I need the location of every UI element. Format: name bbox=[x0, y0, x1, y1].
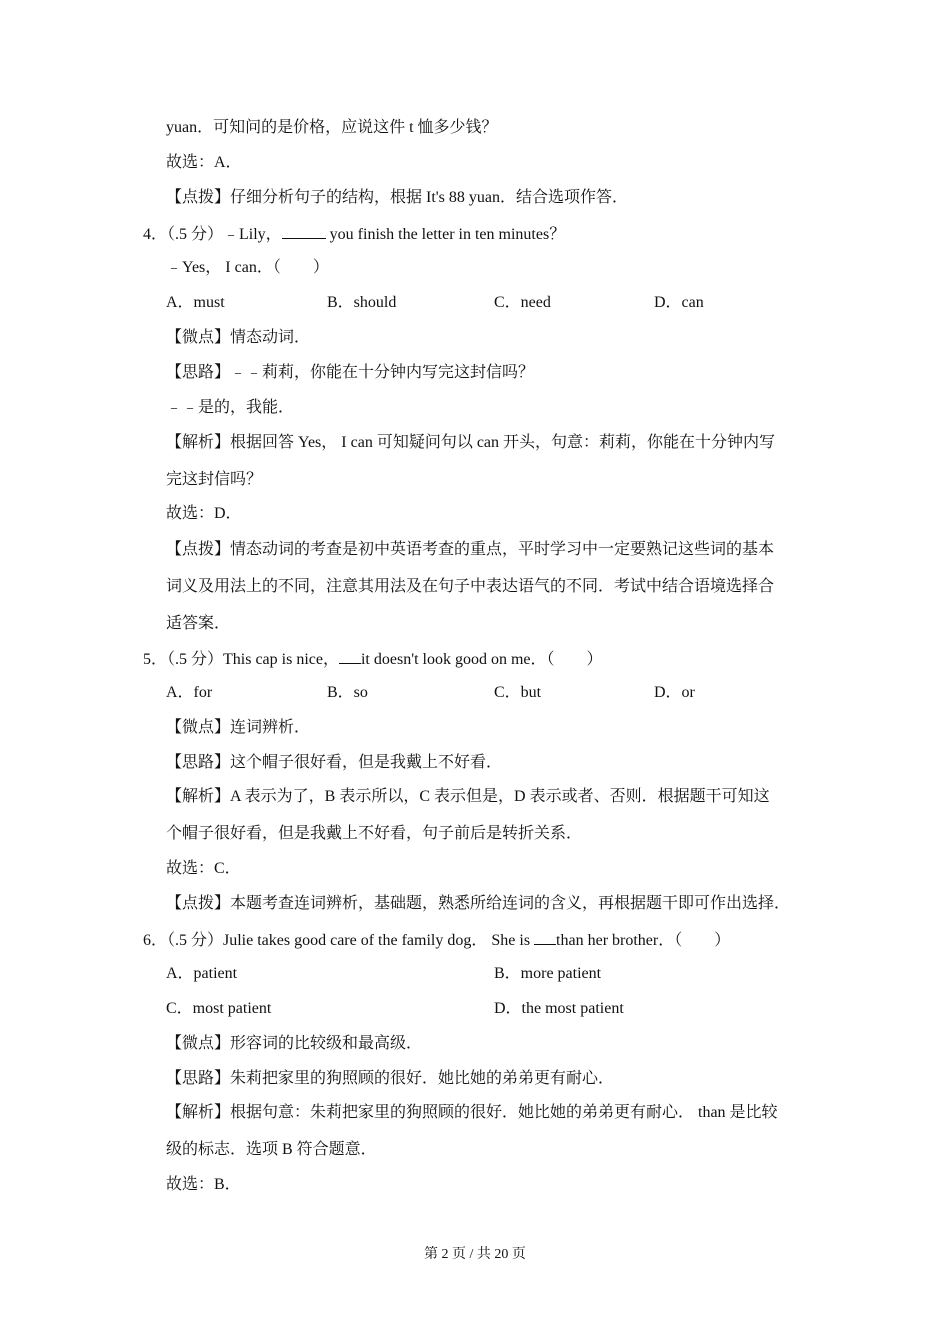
question-5 bbox=[143, 647, 603, 671]
idea-line: 【思路】朱莉把家里的狗照顾的很好．她比她的弟弟更有耐心． bbox=[166, 1070, 615, 1087]
analysis-line: 【解析】A 表示为了，B 表示所以，C 表示但是，D 表示或者、否则．根据题干可知这 bbox=[166, 788, 770, 805]
tip-line: 词义及用法上的不同，注意其用法及在句子中表达语气的不同．考试中结合语境选择合 bbox=[166, 578, 775, 595]
question-4-stem-end: you finish the letter in ten minutes？ bbox=[325, 226, 566, 243]
option-c: C．but bbox=[494, 684, 542, 701]
question-6 bbox=[143, 928, 730, 952]
question-5-stem-start: 5．（.5 分）This cap is nice， bbox=[143, 651, 339, 668]
analysis-line: 个帽子很好看，但是我戴上不好看，句子前后是转折关系． bbox=[166, 825, 583, 842]
idea-line: 【思路】﹣﹣莉莉，你能在十分钟内写完这封信吗？ bbox=[166, 364, 535, 381]
answer-line: 故选：C． bbox=[166, 860, 241, 877]
tip-line: 【点拨】本题考查连词辨析，基础题，熟悉所给连词的含义，再根据题干即可作出选择． bbox=[166, 895, 791, 912]
tip-line: 【点拨】仔细分析句子的结构，根据 It's 88 yuan．结合选项作答． bbox=[166, 189, 628, 206]
question-5-stem-end: it doesn't look good on me．（ ） bbox=[360, 651, 603, 668]
question-4 bbox=[143, 222, 565, 246]
analysis-line: 【解析】根据回答 Yes， I can 可知疑问句以 can 开头，句意：莉莉，你能在十分钟内写 bbox=[166, 434, 776, 451]
option-b: B．should bbox=[327, 294, 397, 311]
question-4-stem-start: 4．（.5 分）﹣Lily， bbox=[143, 226, 282, 243]
answer-line: 故选：B． bbox=[166, 1176, 241, 1193]
option-d: D．can bbox=[654, 294, 704, 311]
tip-line: 【点拨】情态动词的考查是初中英语考查的重点，平时学习中一定要熟记这些词的基本 bbox=[166, 541, 775, 558]
answer-blank bbox=[339, 647, 361, 664]
answer-blank bbox=[282, 222, 326, 239]
option-a: A．must bbox=[166, 294, 225, 311]
tip-line: 适答案． bbox=[166, 615, 231, 632]
point-line: 【微点】连词辨析． bbox=[166, 719, 311, 736]
point-line: 【微点】情态动词． bbox=[166, 329, 311, 346]
point-line: 【微点】形容词的比较级和最高级． bbox=[166, 1035, 423, 1052]
option-d: D．or bbox=[654, 684, 695, 701]
answer-blank bbox=[534, 928, 556, 945]
option-b: B．more patient bbox=[494, 965, 602, 982]
option-c: C．most patient bbox=[166, 1000, 272, 1017]
question-6-stem-start: 6．（.5 分）Julie takes good care of the family dog． She is bbox=[143, 932, 535, 949]
option-a: A．patient bbox=[166, 965, 238, 982]
answer-line: 故选：D． bbox=[166, 505, 242, 522]
idea-line: 【思路】这个帽子很好看，但是我戴上不好看． bbox=[166, 754, 503, 771]
option-a: A．for bbox=[166, 684, 213, 701]
page-number-footer: 第 2 页 / 共 20 页 bbox=[424, 1247, 526, 1262]
analysis-line: 【解析】根据句意：朱莉把家里的狗照顾的很好．她比她的弟弟更有耐心． than 是比较 bbox=[166, 1104, 778, 1121]
analysis-line: 级的标志．选项 B 符合题意． bbox=[166, 1141, 377, 1158]
option-d: D．the most patient bbox=[494, 1000, 624, 1017]
question-6-stem-end: than her brother．（ ） bbox=[556, 932, 731, 949]
question-4-reply: ﹣Yes， I can．（ ） bbox=[166, 259, 329, 276]
option-b: B．so bbox=[327, 684, 368, 701]
answer-line: 故选：A． bbox=[166, 154, 242, 171]
text-line: yuan．可知问的是价格，应说这件 t 恤多少钱？ bbox=[166, 119, 498, 136]
option-c: C．need bbox=[494, 294, 551, 311]
idea-line: ﹣﹣是的，我能． bbox=[166, 399, 295, 416]
analysis-line: 完这封信吗？ bbox=[166, 471, 263, 488]
